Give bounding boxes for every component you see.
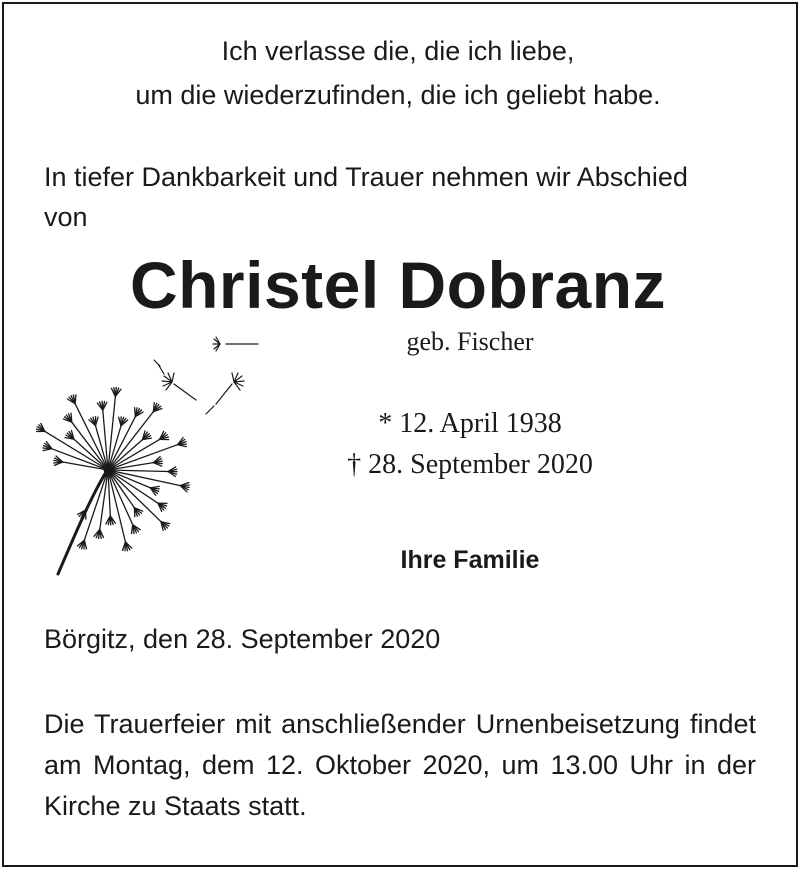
deceased-name: Christel Dobranz <box>129 248 667 322</box>
intro-line-1: In tiefer Dankbarkeit und Trauer nehmen wir Abschied <box>44 162 688 192</box>
quote-line-2: um die wiederzufinden, die ich geliebt habe. <box>135 80 661 110</box>
place-date: Börgitz, den 28. September 2020 <box>44 624 441 654</box>
quote-line-1: Ich verlasse die, die ich liebe, <box>221 36 575 66</box>
intro-line-2: von <box>44 202 88 232</box>
maiden-name: geb. Fischer <box>406 327 534 356</box>
service-notice: Die Trauerfeier mit anschließender Urnenbeisetzung findet am Montag, dem 12. Oktober 2020, um 13.00 Uhr in der Kirche zu Staats statt. <box>44 709 756 821</box>
dandelion-illustration <box>36 322 276 584</box>
death-date: † 28. September 2020 <box>347 449 593 480</box>
birth-date: * 12. April 1938 <box>378 408 562 439</box>
family-signature: Ihre Familie <box>400 546 540 574</box>
